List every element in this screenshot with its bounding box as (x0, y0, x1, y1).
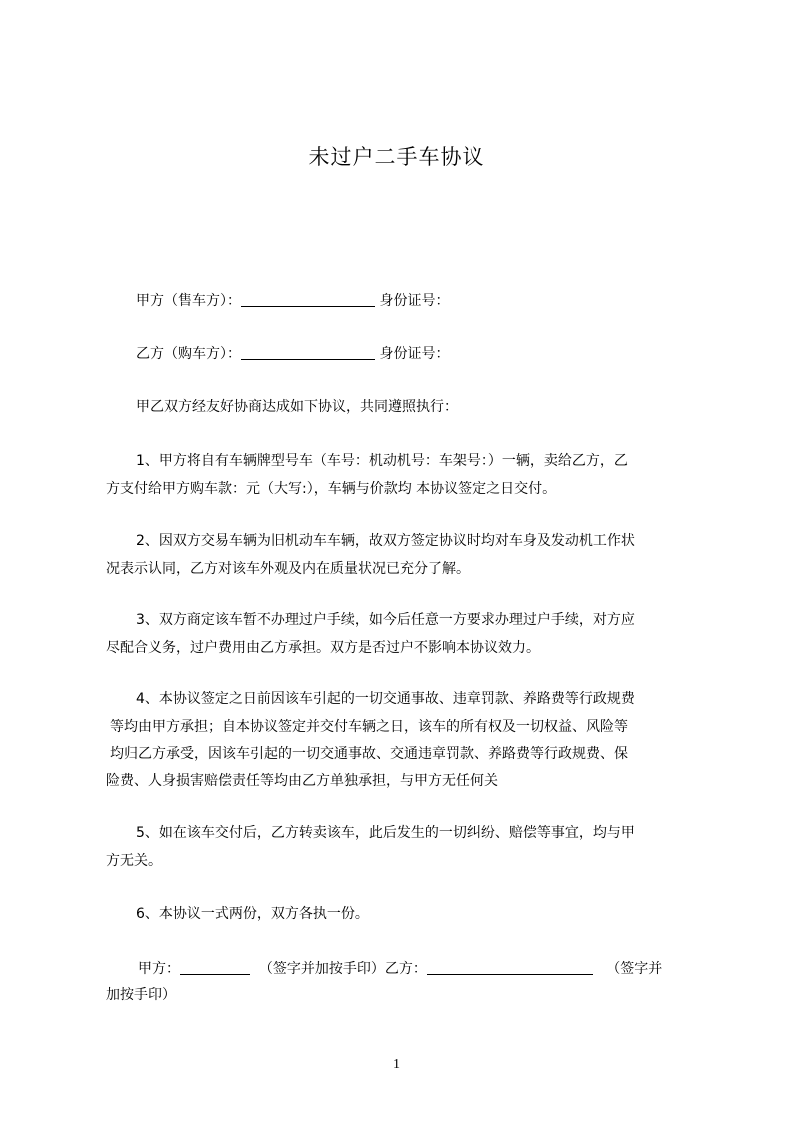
party-b-label: 乙方（购车方）： (136, 346, 241, 362)
clause-1-line-1: 1、甲方将自有车辆牌型号车（车号：机动机号：车架号：）一辆，卖给乙方，乙 (136, 453, 628, 469)
party-a-signature-note: （签字并加按手印）乙方： (258, 961, 427, 977)
party-a-signature-blank[interactable] (180, 960, 250, 975)
clause-3-line-1: 3、双方商定该车暂不办理过户手续，如今后任意一方要求办理过户手续，对方应 (136, 612, 635, 628)
clause-3-line-2: 尽配合义务，过户费用由乙方承担。双方是否过户不影响本协议效力。 (106, 640, 540, 656)
clause-4-line-4: 险费、人身损害赔偿责任等均由乙方单独承担，与甲方无任何关 (106, 773, 498, 789)
page-number: 1 (393, 1057, 400, 1072)
party-b-line (136, 345, 742, 362)
clause-5-line-1: 5、如在该车交付后，乙方转卖该车，此后发生的一切纠纷、赔偿等事宜，均与甲 (136, 825, 635, 841)
clause-2-line-2: 况表示认同，乙方对该车外观及内在质量状况已充分了解。 (106, 561, 470, 577)
party-a-line (136, 292, 742, 309)
clause-4-line-1: 4、本协议签定之日前因该车引起的一切交通事故、违章罚款、养路费等行政规费 (136, 691, 635, 707)
clause-5-line-2: 方无关。 (106, 853, 162, 869)
signature-line (138, 960, 744, 977)
party-a-signature-label: 甲方： (138, 961, 180, 977)
clause-1-line-2: 方支付给甲方购车款：元（大写:），车辆与价款均 本协议签定之日交付。 (106, 481, 557, 497)
party-a-label: 甲方（售车方）： (136, 293, 241, 309)
clause-2-line-1: 2、因双方交易车辆为旧机动车车辆，故双方签定协议时均对车身及发动机工作状 (136, 533, 635, 549)
document-title: 未过户二手车协议 (308, 145, 485, 169)
clause-4-line-2: 等均由甲方承担；自本协议签定并交付车辆之日，该车的所有权及一切权益、风险等 (110, 719, 628, 735)
party-b-id-label: 身份证号： (379, 346, 450, 362)
party-b-signature-note: （签字并 (606, 961, 663, 977)
party-a-id-label: 身份证号： (379, 293, 450, 309)
intro-paragraph: 甲乙双方经友好协商达成如下协议，共同遵照执行： (136, 399, 458, 415)
signature-line-2: 加按手印） (106, 987, 176, 1003)
party-a-name-blank[interactable] (241, 292, 375, 307)
party-b-signature-blank[interactable] (427, 960, 593, 975)
clause-6-line-1: 6、本协议一式两份，双方各执一份。 (136, 906, 369, 922)
party-b-name-blank[interactable] (241, 345, 375, 360)
clause-4-line-3: 均归乙方承受，因该车引起的一切交通事故、交通违章罚款、养路费等行政规费、保 (110, 746, 628, 762)
